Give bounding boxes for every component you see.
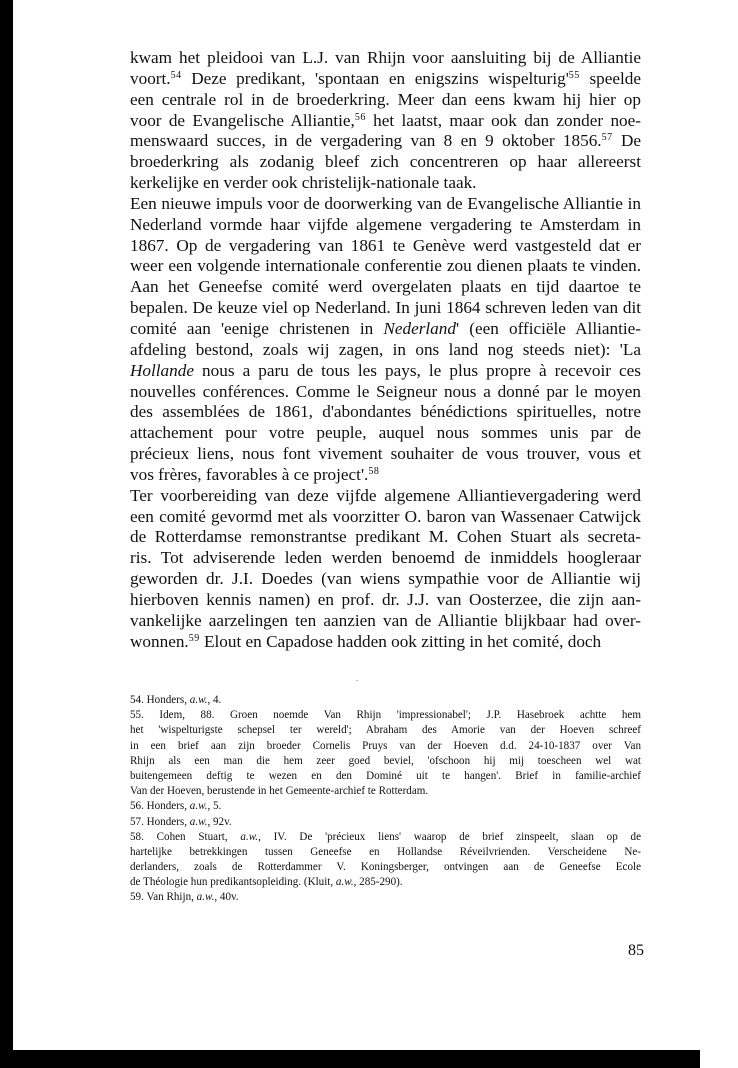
body-line (130, 90, 641, 111)
text-run: précieux liens, nous font vivement souhaiter de vous trouver, vous et (130, 444, 641, 464)
italic-text: a.w. (196, 891, 215, 904)
text-run: de Théologie hun predikantsopleiding. (Kluit, (130, 876, 336, 889)
body-line (130, 131, 641, 152)
body-line (130, 361, 641, 382)
text-run: 1867. Op de vergadering van 1861 te Genève werd vastgesteld dat er (130, 235, 641, 255)
text-run: 59. Van Rhijn, (130, 891, 197, 904)
text-run: voort. (130, 68, 171, 88)
body-line (130, 486, 641, 507)
body-line (130, 319, 641, 340)
text-run: vos frères, favorables à ce project'. (130, 464, 369, 484)
footnote-ref: 55 (568, 69, 580, 81)
footnote-line (130, 784, 641, 799)
body-line (130, 527, 641, 548)
footnote-line (130, 769, 641, 784)
text-run: , 92v. (207, 815, 232, 828)
text-run: wonnen. (130, 631, 189, 651)
text-run: Ter voorbereiding van deze vijfde algemene Alliantievergadering werd (130, 485, 641, 505)
body-text (130, 48, 641, 652)
text-run: ' (een officiële Alliantie- (455, 318, 641, 338)
text-run: een comité gevormd met als voorzitter O. baron van Wassenaer Catwijck (130, 506, 641, 526)
text-run: nouvelles conférences. Comme le Seigneur nous a donné par le moyen (130, 381, 641, 401)
footnote-line (130, 860, 641, 875)
text-run: kwam het pleidooi van L.J. van Rhijn voor aansluiting bij de Alliantie (130, 48, 641, 67)
text-run: Een nieuwe impuls voor de doorwerking van de Evangelische Alliantie in (130, 193, 641, 213)
text-run: afdeling bestond, zoals wij zagen, in ons land nog steeds niet): 'La (130, 339, 641, 359)
italic-text: a.w. (189, 815, 208, 828)
text-run: Rhijn als een man die hem zeer goed beviel, 'ofschoon hij mij toescheen wel wat (130, 754, 641, 767)
footnote-line (130, 890, 641, 905)
body-line (130, 215, 641, 236)
text-run: hierboven kennis namen) en prof. dr. J.J. van Oosterzee, die zijn aan- (130, 589, 641, 609)
text-run: kerkelijke en verder ook christelijk-nationale taak. (130, 173, 477, 193)
italic-text: a.w. (189, 800, 208, 813)
body-line (130, 152, 641, 173)
body-line (130, 423, 641, 444)
text-run: , IV. De 'précieux liens' waarop de brief zinspeelt, slaan op de (258, 830, 641, 843)
footnote-line (130, 723, 641, 738)
footnote-ref: 59 (188, 632, 200, 644)
body-line (130, 277, 641, 298)
text-run: 55. Idem, 88. Groen noemde Van Rhijn 'impressionabel'; J.P. Hasebroek achtte hem (130, 709, 641, 722)
text-run: nous a paru de tous les pays, le plus propre à recevoir ces (193, 360, 641, 380)
text-run: , 40v. (214, 891, 239, 904)
text-run: broederkring als zodanig bleef zich concentreren op haar allereerst (130, 152, 641, 172)
text-run: Van der Hoeven, berustende in het Gemeente-archief te Rotterdam. (130, 785, 429, 798)
italic-text: a.w. (335, 876, 354, 889)
footnote-line (130, 815, 641, 830)
body-line (130, 611, 641, 632)
text-run: buitengemeen deftig te wezen en den Dominé uit te hangen'. Brief in familie-archief (130, 769, 641, 782)
footnote-line (130, 845, 641, 860)
text-run: Deze predikant, 'spontaan en enigszins wispelturig' (181, 68, 569, 88)
body-line (130, 507, 641, 528)
footnote-line (130, 739, 641, 754)
text-run: des assemblées de 1861, d'abondantes bénédictions spirituelles, notre (130, 402, 641, 422)
footnote-line (130, 754, 641, 769)
text-run: 57. Honders, (130, 815, 190, 828)
italic-text: Hollande (130, 360, 194, 380)
text-run: Nederland vormde haar vijfde algemene vergadering te Amsterdam in (130, 214, 641, 234)
text-run: 58. Cohen Stuart, (130, 830, 241, 843)
footnotes (130, 693, 641, 906)
footnote-ref: 56 (354, 111, 366, 123)
text-run: weer een volgende internationale conferentie zou dienen plaats te vinden. (130, 256, 641, 276)
body-line (130, 111, 641, 132)
body-line (130, 69, 641, 90)
footnote-line (130, 875, 641, 890)
text-run: de Rotterdamse remonstrantse predikant M. Cohen Stuart als secreta- (130, 527, 641, 547)
body-line (130, 340, 641, 361)
text-run: ris. Tot adviserende leden werden benoemd de inmiddels hoogleraar (130, 548, 641, 568)
scan-speck (356, 680, 358, 681)
text-run: comité aan 'eenige christenen in (130, 318, 384, 338)
text-run: derlanders, zoals de Rotterdammer V. Koningsberger, ontvingen aan de Geneefse Ecole (130, 861, 641, 874)
page-number: 85 (628, 942, 644, 959)
footnote-line (130, 693, 641, 708)
footnote-line (130, 830, 641, 845)
text-run: het laatst, maar ook dan zonder noe- (365, 110, 641, 130)
scan-border-bottom (0, 1050, 700, 1068)
footnote-ref: 54 (170, 69, 182, 81)
body-line (130, 632, 641, 653)
body-line (130, 465, 641, 486)
body-line (130, 382, 641, 403)
text-run: , 4. (207, 694, 222, 706)
text-run: attachement pour votre peuple, auquel nous sommes unis par de (130, 423, 641, 443)
body-line (130, 569, 641, 590)
scan-border-left (0, 0, 13, 1068)
text-run: , 5. (207, 800, 222, 813)
text-run: bepalen. De keuze viel op Nederland. In juni 1864 schreven leden van dit (130, 298, 641, 318)
body-line (130, 298, 641, 319)
text-run: menswaard succes, in de vergadering van 8 en 9 oktober 1856. (130, 131, 602, 151)
italic-text: a.w. (240, 830, 259, 843)
body-line (130, 194, 641, 215)
text-run: Elout en Capadose hadden ook zitting in het comité, doch (199, 631, 602, 651)
body-line (130, 173, 641, 194)
text-run: het 'wispelturigste schepsel ter wereld'; Abraham des Amorie van der Hoeven schreef (130, 724, 641, 737)
text-run: hartelijke betrekkingen tussen Geneefse en Hollandse Réveilvrienden. Verscheidene Ne- (130, 845, 641, 858)
text-run: voor de Evangelische Alliantie, (130, 110, 355, 130)
footnote-ref: 58 (368, 465, 380, 477)
body-line (130, 444, 641, 465)
text-run: vankelijke aarzelingen ten aanzien van de Alliantie blijkbaar had over- (130, 610, 641, 630)
body-line (130, 48, 641, 69)
text-run: geworden dr. J.I. Doedes (van wiens sympathie voor de Alliantie wij (130, 569, 641, 589)
italic-text: Nederland (383, 318, 456, 338)
footnote-line (130, 708, 641, 723)
text-run: De (612, 131, 641, 151)
text-run: in een brief aan zijn broeder Cornelis Pruys van der Hoeven d.d. 24-10-1837 over Van (130, 739, 641, 752)
body-line (130, 590, 641, 611)
text-run: 56. Honders, (130, 800, 190, 813)
body-line (130, 256, 641, 277)
text-run: een centrale rol in de broederkring. Meer dan eens kwam hij hier op (130, 89, 641, 109)
italic-text: a.w. (189, 694, 208, 706)
footnote-line (130, 799, 641, 814)
text-run: , 285-290). (353, 876, 403, 889)
text-run: speelde (579, 68, 641, 88)
body-line (130, 548, 641, 569)
body-line (130, 402, 641, 423)
body-line (130, 236, 641, 257)
text-run: Aan het Geneefse comité werd overgelaten plaats en tijd daartoe te (130, 277, 641, 297)
footnote-ref: 57 (601, 132, 613, 144)
text-run: 54. Honders, (130, 694, 190, 706)
